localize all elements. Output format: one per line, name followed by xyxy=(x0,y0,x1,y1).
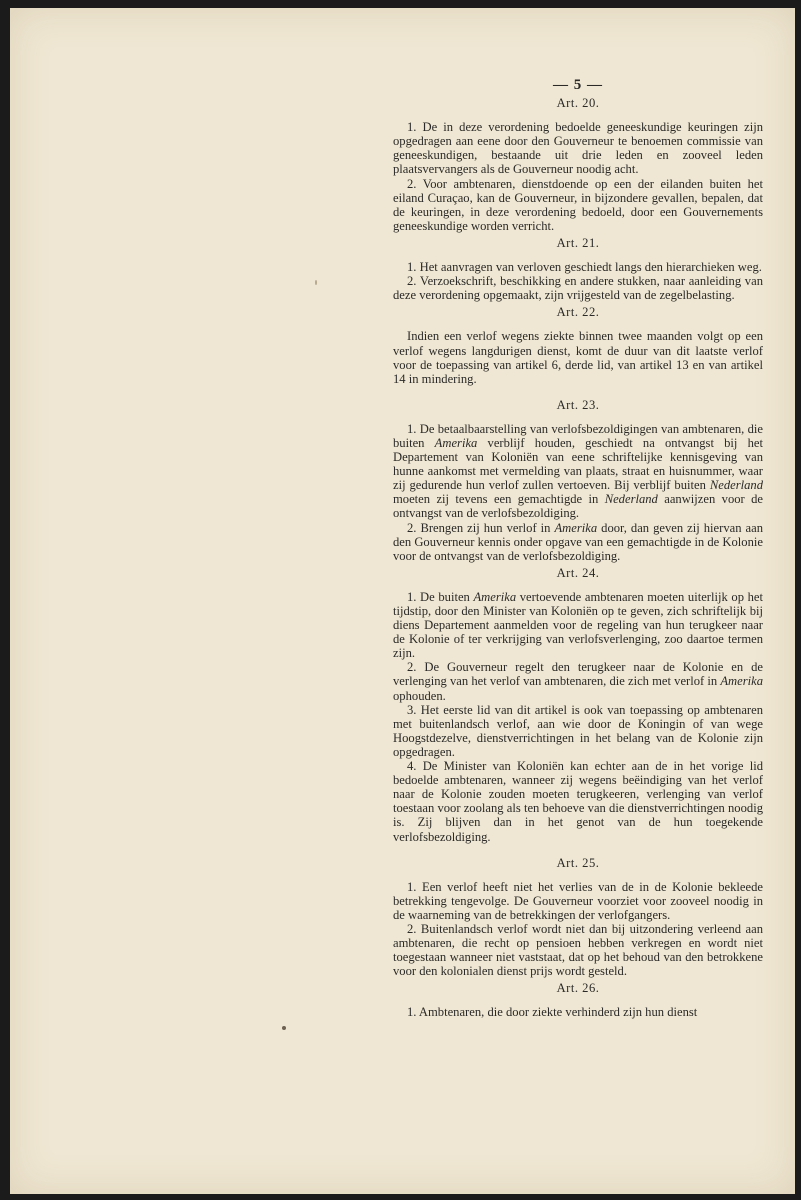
article-paragraph: Indien een verlof wegens ziekte binnen twee maanden volgt op een verlof wegens langdurigen dienst, komt de duur van dit laatste verlof voor de toepassing van artikel 6, derde lid, van artikel 13 en van artikel 14 in mindering. xyxy=(393,329,763,386)
article-heading: Art. 23. xyxy=(556,397,600,412)
article-paragraph: 3. Het eerste lid van dit artikel is ook van toepassing op ambtenaren met buitenlandsch verlof, aan wie door de Koningin of van wege Hoogstdezelve, dienstverrichtingen in het belang van de Kolonie zijn opgedragen. xyxy=(393,702,763,759)
article-20 xyxy=(393,96,763,233)
article-paragraph: 1. Een verlof heeft niet het verlies van de in de Kolonie bekleede betrekking tengevolge. De Gouverneur voorziet voor zooveel noodig in de waarneming van de betrekkingen der verlofgangers. xyxy=(393,879,763,922)
article-paragraph: 1. Het aanvragen van verloven geschiedt langs den hierarchieken weg. xyxy=(407,260,762,275)
document-page xyxy=(10,8,795,1194)
section-spacer xyxy=(393,844,763,853)
italic-place-name: Amerika xyxy=(554,520,598,535)
article-paragraph: 2. De Gouverneur regelt den terugkeer naar de Kolonie en de verlenging van het verlof van ambtenaren, die zich met verlof in Amerika ophouden. xyxy=(393,660,763,703)
article-heading: Art. 20. xyxy=(556,96,600,111)
article-paragraph: 4. De Minister van Koloniën kan echter aan de in het vorige lid bedoelde ambtenaren, wanneer zij wegens beëindiging van het verlof naar de Kolonie zouden moeten terugkeeren, verlenging van verlof toestaan voor zoolang als ten behoeve van die dienstverrichtingen noodig is. Zij blijven dan in het genot van de hun toegekende verlofsbezoldiging. xyxy=(393,759,763,844)
article-26 xyxy=(393,981,763,1019)
article-heading: Art. 24. xyxy=(556,565,600,580)
ink-speck xyxy=(315,280,317,285)
article-21 xyxy=(393,236,763,302)
article-paragraph: 2. Buitenlandsch verlof wordt niet dan bij uitzondering verleend aan ambtenaren, die recht op pensioen hebben verkregen en wordt niet toegestaan wanneer niet vaststaat, dat op het behoud van den betrokkene voor den kolonialen dienst prijs wordt gesteld. xyxy=(393,921,763,979)
article-25 xyxy=(393,856,763,979)
article-paragraph: 1. De betaalbaarstelling van verlofsbezoldigingen van ambtenaren, die buiten Amerika verblijf houden, geschiedt na ontvangst bij het Departement van Koloniën van eene schriftelijke kennisgeving van hunne aankomst met vermelding van plaats, straat en huisnummer, waar zij gedurende hun verlof zullen vertoeven. Bij verblijf buiten Nederland moeten zij tevens een gemachtigde in Nederland aanwijzen voor de ontvangst van de verlofsbezoldiging. xyxy=(393,421,763,521)
article-paragraph: 2. Verzoekschrift, beschikking en andere stukken, naar aanleiding van deze verordening opgemaakt, zijn vrijgesteld van de zegelbelasting. xyxy=(393,274,763,303)
italic-place-name: Amerika xyxy=(720,674,763,689)
article-24 xyxy=(393,566,763,844)
article-paragraph: 2. Voor ambtenaren, dienstdoende op een der eilanden buiten het eiland Curaçao, kan de Gouverneur, in bijzondere gevallen, bepalen, dat de keuringen, in deze verordening bedoeld, door een Gouvernements geneeskundige worden verricht. xyxy=(393,176,763,233)
article-heading: Art. 21. xyxy=(556,235,600,250)
article-22 xyxy=(393,305,763,385)
article-heading: Art. 25. xyxy=(556,855,600,870)
italic-place-name: Nederland xyxy=(604,492,658,507)
article-paragraph: 1. De buiten Amerika vertoevende ambtenaren moeten uiterlijk op het tijdstip, door den Minister van Koloniën op te geven, zich schriftelijk bij diens Departement aanmelden voor de regeling van hun terugkeer naar de Kolonie of ter verkrijging van verlofsverlenging, zoo daartoe termen zijn. xyxy=(393,589,763,661)
ink-speck xyxy=(282,1026,286,1030)
page-number: — 5 — xyxy=(553,77,603,93)
section-spacer xyxy=(393,386,763,395)
article-paragraph: 1. De in deze verordening bedoelde geneeskundige keuringen zijn opgedragen aan eene door den Gouverneur te benoemen commissie van geneeskundigen, bestaande uit drie leden en zooveel leden plaatsvervangers als de Gouverneur noodig acht. xyxy=(393,120,763,177)
article-heading: Art. 26. xyxy=(556,981,600,996)
italic-place-name: Nederland xyxy=(709,478,763,493)
article-23 xyxy=(393,398,763,563)
article-paragraph: 1. Ambtenaren, die door ziekte verhinderd zijn hun dienst xyxy=(407,1005,698,1020)
article-heading: Art. 22. xyxy=(556,305,600,320)
italic-place-name: Amerika xyxy=(473,589,517,604)
article-paragraph: 2. Brengen zij hun verlof in Amerika door, dan geven zij hiervan aan den Gouverneur kennis onder opgave van een gemachtigde in de Kolonie voor de ontvangst van de verlofsbezoldiging. xyxy=(393,520,763,563)
italic-place-name: Amerika xyxy=(434,435,478,450)
page-content xyxy=(393,78,763,1020)
